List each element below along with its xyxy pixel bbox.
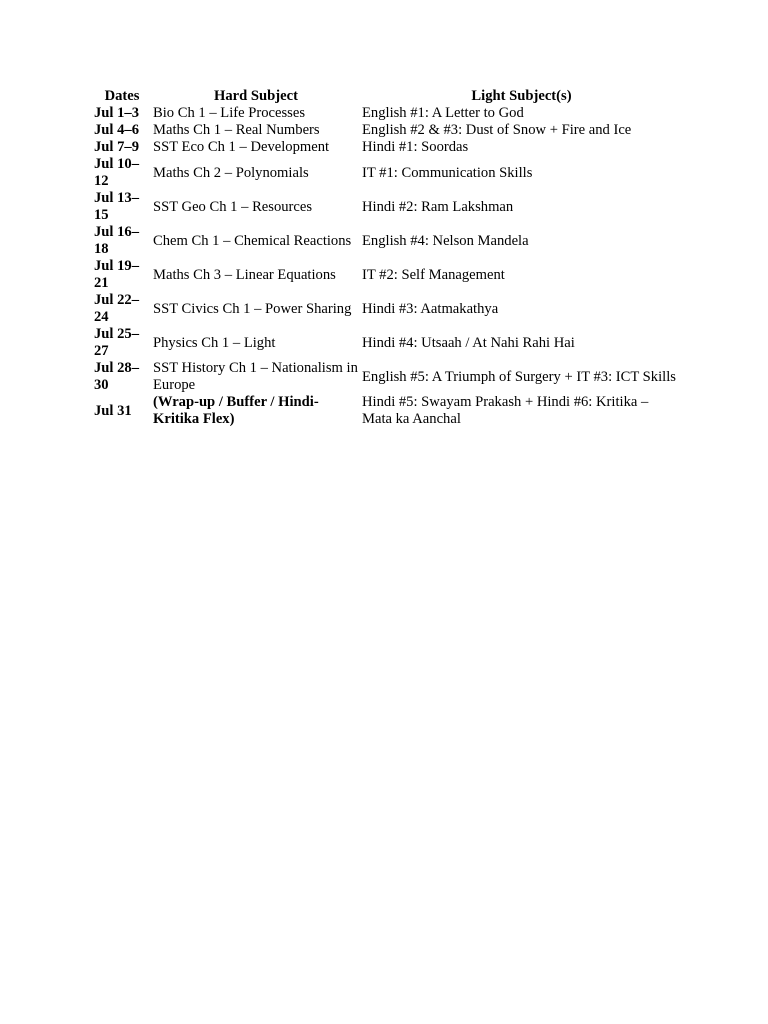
- table-row: [91, 224, 681, 258]
- date-cell: Jul 19–21: [94, 258, 140, 291]
- date-cell: Jul 7–9: [94, 139, 140, 155]
- hard-subject-cell: Maths Ch 3 – Linear Equations: [153, 266, 336, 283]
- date-cell: Jul 10–12: [94, 156, 140, 189]
- study-schedule-table: [91, 87, 681, 428]
- table-row: [91, 105, 681, 122]
- hard-subject-cell: Maths Ch 1 – Real Numbers: [153, 122, 320, 138]
- header-dates: Dates: [104, 88, 140, 104]
- header-light-subjects: Light Subject(s): [471, 88, 572, 104]
- table-row: [91, 258, 681, 292]
- header-row: [91, 87, 681, 105]
- light-subject-cell: Hindi #5: Swayam Prakash + Hindi #6: Kritika – Mata ka Aanchal: [362, 394, 649, 427]
- light-subject-cell: Hindi #3: Aatmakathya: [362, 300, 499, 317]
- light-subject-cell: IT #1: Communication Skills: [362, 164, 533, 181]
- light-subject-cell: IT #2: Self Management: [362, 266, 505, 283]
- date-cell: Jul 4–6: [94, 122, 140, 138]
- hard-subject-cell: Maths Ch 2 – Polynomials: [153, 164, 309, 181]
- date-cell: Jul 13–15: [94, 190, 140, 223]
- light-subject-cell: English #1: A Letter to God: [362, 105, 524, 121]
- date-cell: Jul 16–18: [94, 224, 140, 257]
- hard-subject-cell: Physics Ch 1 – Light: [153, 334, 276, 351]
- hard-subject-cell: SST History Ch 1 – Nationalism in Europe: [153, 360, 358, 393]
- light-subject-cell: English #5: A Triumph of Surgery + IT #3: ICT Skills: [362, 368, 676, 385]
- table-row: [91, 360, 681, 394]
- hard-subject-cell: SST Civics Ch 1 – Power Sharing: [153, 300, 352, 317]
- hard-subject-cell: SST Geo Ch 1 – Resources: [153, 198, 313, 215]
- table-row: [91, 122, 681, 139]
- hard-subject-cell: Bio Ch 1 – Life Processes: [153, 105, 306, 121]
- light-subject-cell: English #2 & #3: Dust of Snow + Fire and Ice: [362, 122, 632, 138]
- hard-subject-cell: Chem Ch 1 – Chemical Reactions: [153, 232, 352, 249]
- table-row: [91, 292, 681, 326]
- light-subject-cell: English #4: Nelson Mandela: [362, 232, 529, 249]
- hard-subject-cell: (Wrap-up / Buffer / Hindi-Kritika Flex): [153, 394, 319, 427]
- date-cell: Jul 1–3: [94, 105, 140, 121]
- hard-subject-cell: SST Eco Ch 1 – Development: [153, 139, 330, 155]
- document-page: [91, 87, 681, 428]
- table-row: [91, 156, 681, 190]
- header-hard-subject: Hard Subject: [214, 88, 298, 104]
- light-subject-cell: Hindi #1: Soordas: [362, 139, 469, 155]
- light-subject-cell: Hindi #2: Ram Lakshman: [362, 198, 514, 215]
- table-row: [91, 139, 681, 156]
- date-cell: Jul 31: [94, 402, 132, 419]
- table-row: [91, 394, 681, 428]
- date-cell: Jul 22–24: [94, 292, 140, 325]
- date-cell: Jul 28–30: [94, 360, 140, 393]
- table-body: [91, 105, 681, 428]
- light-subject-cell: Hindi #4: Utsaah / At Nahi Rahi Hai: [362, 334, 575, 351]
- table-header: [91, 87, 681, 105]
- table-row: [91, 326, 681, 360]
- table-row: [91, 190, 681, 224]
- date-cell: Jul 25–27: [94, 326, 140, 359]
